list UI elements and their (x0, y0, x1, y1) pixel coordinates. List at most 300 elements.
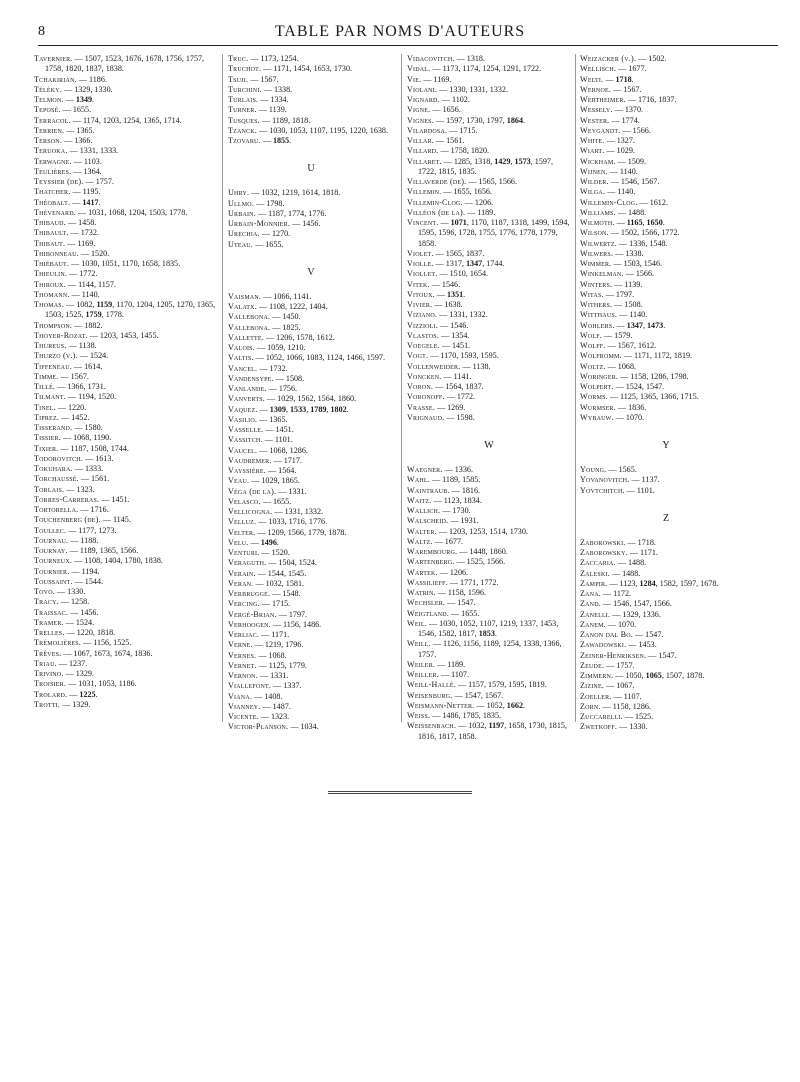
index-entry (228, 116, 394, 126)
index-entry (580, 681, 752, 691)
index-entry (228, 528, 394, 538)
page-references: — 1329. (62, 699, 91, 709)
index-entry (228, 199, 394, 209)
index-entry (580, 75, 752, 85)
page-references: — 1195. (72, 187, 101, 197)
column-divider (401, 54, 402, 722)
index-entry (34, 300, 216, 321)
page-references: — 1141. (443, 371, 472, 381)
author-name: Vanlande. (228, 384, 267, 393)
page-references: — 1138. (462, 361, 491, 371)
index-entry (580, 85, 752, 95)
page-references: — 1456. (70, 607, 99, 617)
index-entry (228, 507, 394, 517)
index-entry (228, 394, 394, 404)
author-name: Zawadowski. (580, 640, 627, 650)
page-references: — 1170, 1593, 1595. (430, 351, 499, 361)
index-entry (228, 312, 394, 322)
page-references: — 1544, 1545. (257, 568, 307, 578)
index-entry (228, 599, 394, 609)
index-entry (580, 167, 752, 177)
index-entry (34, 198, 216, 208)
author-name: Verne. (228, 640, 253, 650)
index-entry (407, 486, 571, 496)
page-references: — 1547. (447, 598, 476, 608)
index-entry (34, 515, 216, 525)
author-name: Venturi. (228, 548, 260, 557)
page-references: — 1327. (606, 136, 635, 145)
page-references: — 1030, 1053, 1107, 1195, 1220, 1638. (259, 125, 388, 135)
index-entry (228, 548, 394, 558)
index-entry (34, 146, 216, 156)
author-name: Waltz. (407, 536, 433, 546)
page-references: — 1336. (444, 465, 473, 474)
page-references: — 1655. (451, 608, 480, 618)
index-entry (228, 229, 394, 239)
index-entry (580, 372, 752, 382)
page-title: TABLE PAR NOMS D'AUTEURS (274, 23, 526, 40)
author-name: Zoeller. (580, 691, 612, 701)
author-name: Terracol. (34, 115, 71, 125)
page-references: — 1329. (65, 669, 94, 678)
index-entry (580, 239, 752, 249)
author-name: Tinel. (34, 402, 56, 412)
page-references: — 1101. (264, 435, 293, 445)
page-references: — 1107. (440, 670, 470, 679)
page-references: — 1509. (617, 156, 646, 166)
author-name: Teruoka. (34, 146, 68, 156)
author-name: Vilardosa. (407, 125, 448, 135)
page-references: — 1123, 1834. (433, 495, 482, 505)
author-name: Véga (de la). (228, 486, 277, 496)
page-references: — 1068. (258, 650, 287, 660)
author-name: Vlastos. (407, 330, 440, 340)
author-name: Weill-Hallé. (407, 680, 456, 690)
page-references: — 1566. (622, 125, 651, 135)
page-references: — 1189, 1818. (261, 115, 311, 125)
author-name: Wertheimer. (580, 95, 626, 104)
page-references: — 1187, 1508, 1744. (60, 443, 129, 453)
page-references: — 1487. (262, 701, 291, 711)
index-entry (580, 105, 752, 115)
page-references: — 1718. (627, 537, 656, 547)
author-name: Violet. (407, 248, 434, 258)
index-entry (34, 54, 216, 75)
author-name: Uhry. (228, 188, 250, 198)
page-references: — 1338. (615, 248, 644, 258)
author-name: Violani. (407, 84, 438, 94)
author-name: Vaquez. (228, 404, 258, 414)
page-references: — 1194, 1520. (67, 392, 117, 402)
page-references: — 1158, 1286, 1798. (620, 371, 689, 381)
page-references: — 1757. (606, 660, 635, 670)
author-name: Urbain-Monnier. (228, 219, 291, 228)
page-references: — 1156, 1525. (83, 638, 132, 648)
index-entry (580, 712, 752, 722)
index-entry (228, 126, 394, 136)
page-references: — 1613. (85, 453, 114, 463)
index-entry (228, 671, 394, 681)
author-name: Valatx. (228, 302, 257, 311)
index-entry (34, 587, 216, 597)
page-references: — 1544. (74, 576, 104, 586)
index-entry (34, 280, 216, 290)
index-entry (580, 321, 752, 331)
page-references: — 1580. (74, 423, 103, 432)
author-name: Velasco. (228, 496, 261, 506)
page-references: — 1220. (57, 402, 87, 412)
author-name: Verliac. (228, 630, 260, 639)
page-references: — 1331. (259, 671, 289, 680)
page-references: — 1171, 1454, 1653, 1730. (263, 64, 353, 74)
author-name: Torres-Carreras. (34, 494, 100, 504)
index-entry (580, 331, 752, 341)
author-name: Terson. (34, 136, 63, 145)
index-entry (34, 290, 216, 300)
author-name: Wilmoth. (580, 218, 615, 227)
author-name: Wilder. (580, 177, 609, 186)
page-references: — 1655, 1656. (443, 187, 492, 197)
index-entry (407, 392, 571, 402)
index-entry (580, 362, 752, 372)
page-references: — 1219, 1796. (254, 640, 304, 650)
page-references: — 1486, 1785, 1835. (432, 711, 502, 720)
page-references: — 1070. (607, 619, 637, 629)
author-name: Wernoe. (580, 84, 612, 94)
index-entry (580, 146, 752, 156)
index-entry (407, 177, 571, 187)
index-entry (228, 651, 394, 661)
page-references: — 1564, 1837. (435, 382, 484, 391)
index-entry (407, 198, 571, 208)
author-name: Vellicogna. (228, 507, 273, 516)
page-references: — 1565, 1566. (468, 177, 517, 186)
author-name: Vercing. (228, 599, 260, 609)
author-name: Trivino. (34, 669, 64, 678)
page-references: — 1206. (439, 567, 469, 577)
page-references: — 1656. (432, 105, 461, 115)
index-entry (34, 628, 216, 638)
index-entry (34, 351, 216, 361)
page-references: — 1173, 1174, 1254, 1291, 1722. (432, 64, 542, 74)
author-name: Wybauw. (580, 412, 614, 422)
author-name: Tovo. (34, 587, 55, 596)
index-entry (34, 362, 216, 372)
page-references: — 1546. (440, 320, 469, 330)
page-references: — 1032, 1197, 1658, 1730, 1815, 1816, 1817, 1858. (418, 721, 567, 741)
index-entry (407, 146, 571, 156)
author-name: Thomas. (34, 300, 65, 309)
page-references: — 1525. (624, 712, 654, 721)
author-name: Ullmo. (228, 198, 255, 208)
page-references: — 1139. (258, 105, 287, 115)
index-entry (34, 413, 216, 423)
author-name: Wessely. (580, 105, 613, 115)
index-entry (34, 433, 216, 443)
page-references: — 1329, 1336. (612, 609, 661, 619)
index-entry (580, 630, 752, 640)
author-name: Thiébaut. (34, 259, 70, 268)
author-name: Teposé. (34, 105, 61, 115)
index-entry (228, 405, 394, 415)
page-references: — 1488. (617, 558, 647, 568)
page-references: — 1030, 1052, 1107, 1219, 1337, 1453, 1546, 1582, 1817, 1853. (418, 618, 559, 638)
page-references: — 1496. (250, 537, 279, 547)
index-entry (407, 403, 571, 413)
index-entry (34, 269, 216, 279)
author-name: Teulières. (34, 166, 72, 176)
author-name: Villar. (407, 136, 434, 145)
author-name: Wilwertz. (580, 238, 617, 248)
page-references: — 1138. (68, 341, 97, 350)
author-name: Weissenbach. (407, 721, 457, 731)
author-name: Vasilio. (228, 414, 258, 424)
author-name: Weygandt. (580, 125, 621, 135)
author-name: Thomann. (34, 289, 70, 299)
index-entry (407, 218, 571, 249)
page-references: — 1451. (441, 341, 471, 350)
page-references: — 1566. (625, 269, 655, 279)
author-name: Vanverts. (228, 394, 265, 404)
page-references: — 1774. (611, 115, 640, 125)
author-name: Théobalt. (34, 197, 71, 207)
index-column-2 (228, 54, 394, 733)
page-references: — 1050, 1065, 1507, 1878. (615, 671, 705, 680)
author-name: Wiart. (580, 146, 605, 156)
author-name: Wahl. (407, 475, 430, 485)
index-entry (34, 690, 216, 700)
index-entry (228, 476, 394, 486)
page-references: — 1158, 1286. (602, 701, 651, 711)
page-references: — 1203, 1453, 1455. (89, 330, 159, 340)
page-references: — 1677. (434, 536, 464, 546)
index-entry (407, 259, 571, 269)
author-name: Trémolières. (34, 638, 82, 648)
page-references: — 1547. (648, 650, 677, 660)
author-name: Viallefont. (228, 681, 272, 691)
index-entry (407, 496, 571, 506)
page-references: — 1203, 1253, 1514, 1730. (438, 526, 528, 536)
index-entry (34, 75, 216, 85)
section-letter: U (307, 163, 315, 175)
index-entry (407, 670, 571, 680)
page-references: — 1561. (435, 136, 465, 145)
index-entry (580, 310, 752, 320)
author-name: Zorn. (580, 701, 601, 711)
index-entry (580, 341, 752, 351)
page-references: — 1716. (80, 505, 109, 514)
author-name: Wilwers. (580, 248, 614, 258)
author-name: Teyssier (de). (34, 177, 84, 186)
author-name: Withers. (580, 300, 613, 309)
page-references: — 1508. (614, 300, 643, 309)
author-name: Yovtchitch. (580, 485, 625, 495)
index-entry (580, 392, 752, 402)
page-references: — 1220, 1818. (66, 628, 116, 637)
page-references: — 1488. (617, 207, 647, 217)
author-name: Toullec. (34, 525, 67, 535)
index-entry (580, 692, 752, 702)
index-entry (407, 537, 571, 547)
index-entry (34, 167, 216, 177)
index-entry (228, 343, 394, 353)
index-entry (580, 413, 752, 423)
page-references: — 1448, 1860. (459, 547, 508, 556)
index-entry (580, 486, 752, 496)
page-references: — 1177, 1273. (68, 525, 117, 535)
index-entry (34, 464, 216, 474)
page-references: — 1108, 1222, 1404. (258, 302, 328, 311)
page-references: — 1206, 1578, 1612. (266, 332, 335, 342)
index-entry (580, 259, 752, 269)
page-references: — 1825. (272, 322, 301, 332)
author-name: Veran. (228, 578, 254, 588)
author-name: Tracy. (34, 597, 59, 607)
page-references: — 1716, 1837. (627, 95, 677, 104)
author-name: Téléky. (34, 84, 63, 94)
index-entry (34, 218, 216, 228)
index-entry (34, 556, 216, 566)
author-name: Voron. (407, 382, 434, 391)
index-entry (580, 228, 752, 238)
index-entry (228, 188, 394, 198)
page-references: — 1337. (273, 681, 302, 691)
index-entry (34, 505, 216, 515)
page-references: — 1032, 1219, 1614, 1818. (251, 188, 341, 198)
index-entry (34, 526, 216, 536)
index-entry (407, 413, 571, 423)
author-name: Velu. (228, 537, 249, 547)
author-name: Thibaut. (34, 238, 66, 248)
author-name: Voegele. (407, 341, 440, 350)
page-references: — 1338. (263, 84, 293, 94)
page-references: — 1836. (617, 402, 647, 412)
author-name: Viollet. (407, 269, 438, 279)
page-references: — 1502. (638, 54, 667, 63)
author-name: Vancel. (228, 363, 258, 373)
index-entry (407, 527, 571, 537)
author-name: Vandensype. (228, 373, 274, 383)
index-entry (34, 331, 216, 341)
page-references: — 1364. (73, 166, 102, 176)
index-entry (228, 85, 394, 95)
index-entry (228, 374, 394, 384)
page-references: — 1561. (80, 474, 110, 484)
page-references: — 1638. (434, 300, 463, 309)
author-name: Zeude. (580, 660, 605, 670)
author-name: Thureus. (34, 341, 67, 350)
index-entry (34, 372, 216, 382)
author-name: Wilson. (580, 228, 609, 238)
index-entry (228, 517, 394, 527)
index-entry (228, 558, 394, 568)
author-name: Zwetkoff. (580, 722, 618, 732)
page-references: — 1029, 1865. (251, 476, 300, 486)
index-entry (580, 300, 752, 310)
page-references: — 1125, 1779. (258, 660, 307, 670)
index-entry (407, 64, 571, 74)
author-name: Thompson. (34, 320, 73, 330)
page-references: — 1520. (80, 248, 110, 258)
page-references: — 1351. (436, 289, 466, 299)
author-name: Tillé. (34, 382, 56, 391)
page-references: — 1140. (609, 166, 638, 176)
page-references: — 1171. (261, 630, 290, 639)
index-entry (228, 240, 394, 250)
index-entry (34, 536, 216, 546)
author-name: Wohlers. (580, 320, 615, 330)
index-entry (34, 392, 216, 402)
author-name: Watrin. (407, 588, 436, 597)
index-entry (34, 157, 216, 167)
index-entry (228, 415, 394, 425)
author-name: Young. (580, 465, 607, 474)
author-name: Trelles. (34, 628, 65, 637)
author-name: Villemin-Clog. (407, 197, 463, 207)
index-entry (228, 446, 394, 456)
page-references: — 1189, 1585. (432, 475, 481, 485)
author-name: Thieulin. (34, 269, 68, 279)
author-name: Vicente. (228, 712, 259, 721)
index-entry (407, 475, 571, 485)
page-references: — 1070. (615, 412, 645, 422)
index-entry (34, 546, 216, 556)
page-references: — 1452. (61, 412, 90, 422)
author-name: Williams. (580, 207, 616, 217)
page-references: — 1171, 1172, 1819. (623, 351, 693, 361)
page-references: — 1772. (69, 269, 98, 279)
page-references: — 1567. (250, 74, 279, 84)
page-references: — 1524. (79, 351, 109, 361)
index-entry (34, 423, 216, 433)
index-entry (580, 290, 752, 300)
page-references: — 1717. (273, 455, 302, 465)
index-entry (580, 702, 752, 712)
page-references: — 1882. (74, 320, 103, 330)
page-references: — 1756. (268, 384, 298, 393)
author-name: Verhoogen. (228, 619, 271, 629)
page-references: — 1331, 1332. (439, 310, 488, 320)
index-entry (580, 351, 752, 361)
index-entry (34, 321, 216, 331)
author-name: Thibonneau. (34, 248, 79, 258)
page-references: — 1169. (423, 74, 452, 84)
index-entry (228, 712, 394, 722)
author-name: Thurzo (v.). (34, 351, 78, 361)
author-name: Touchenberg (de). (34, 515, 101, 525)
page-references: — 1797. (605, 289, 635, 299)
page-references: — 1258. (60, 597, 90, 607)
author-name: Veau. (228, 476, 250, 486)
index-entry (228, 384, 394, 394)
author-name: Weiler. (407, 659, 436, 669)
page-references: — 1186. (78, 74, 107, 84)
author-name: Wellisch. (580, 64, 617, 74)
author-name: Torlais. (34, 484, 65, 494)
index-entry (34, 618, 216, 628)
author-name: Trolard. (34, 689, 68, 699)
author-name: Vitoux. (407, 289, 435, 299)
index-column-3 (407, 54, 571, 742)
index-entry (407, 382, 571, 392)
author-name: Tourneux. (34, 556, 73, 566)
author-name: Vassitch. (228, 435, 263, 445)
page-references: — 1194. (71, 566, 100, 576)
author-name: Vallette. (228, 332, 264, 342)
page-references: — 1031, 1068, 1204, 1503, 1778. (78, 207, 188, 217)
index-entry (34, 485, 216, 495)
author-name: Vigne. (407, 105, 431, 115)
